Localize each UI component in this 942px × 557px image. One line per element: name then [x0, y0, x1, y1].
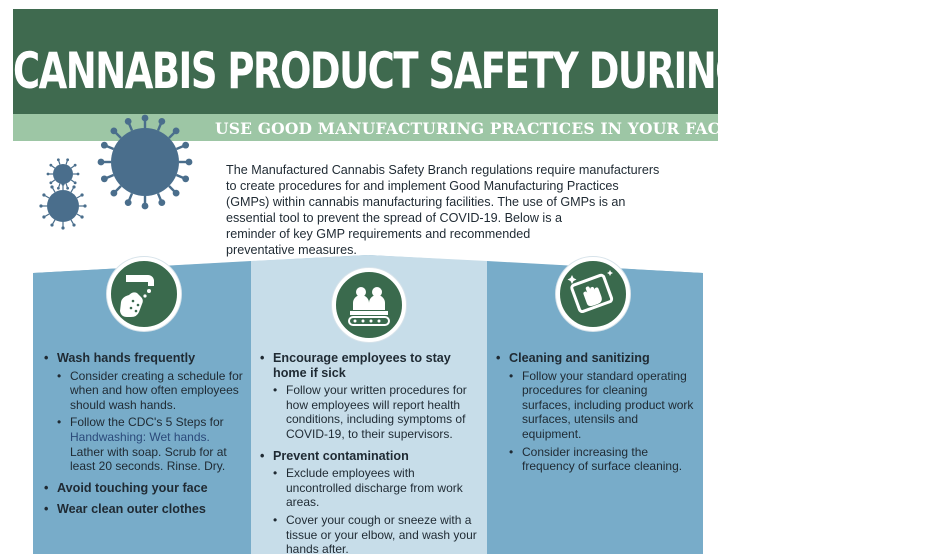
cleaning-list — [496, 351, 696, 474]
list-item: • Follow your standard operating procedures for cleaning surfaces, including product work surfaces, utensils and equipment. — [509, 369, 696, 442]
list-heading: • Wear clean outer clothes — [44, 502, 244, 517]
sick-employees-list — [260, 351, 480, 557]
list-heading: • Encourage employees to stay home if sick — [260, 351, 480, 380]
list-item: • Follow the CDC's 5 Steps for Handwashing: Wet hands. Lather with soap. Scrub for at least 20 seconds. Rinse. Dry. — [57, 415, 244, 473]
list-item: • Consider creating a schedule for when and how often employees should wash hands. — [57, 369, 244, 413]
list-heading: • Cleaning and sanitizing — [496, 351, 696, 366]
list-heading: • Wash hands frequently — [44, 351, 244, 366]
virus-icon — [20, 108, 220, 238]
page-subtitle: USE GOOD MANUFACTURING PRACTICES IN YOUR FACILITY — [215, 119, 770, 138]
handwashing-icon — [107, 257, 181, 331]
workers-conveyor-icon — [332, 268, 406, 342]
list-item: • Consider increasing the frequency of surface cleaning. — [509, 445, 696, 474]
list-heading: • Prevent contamination — [260, 449, 480, 464]
wiping-surface-icon — [556, 257, 630, 331]
intro-line: The Manufactured Cannabis Safety Branch regulations require manufacturers — [226, 163, 660, 177]
list-item: • Follow your written procedures for how employees will report health conditions, including symptoms of COVID-19, to their supervisors. — [273, 383, 480, 441]
intro-line: to create procedures for and implement Good Manufacturing Practices — [226, 178, 619, 193]
intro-paragraph — [226, 163, 696, 258]
list-item: • Exclude employees with uncontrolled discharge from work areas. — [273, 466, 480, 510]
intro-line: (GMPs) within cannabis manufacturing facilities. The use of GMPs is an — [226, 194, 626, 209]
list-heading: • Avoid touching your face — [44, 481, 244, 496]
handwashing-list — [44, 351, 244, 517]
intro-line: essential tool to prevent the spread of COVID-19. Below is a — [226, 210, 563, 225]
page-title: CANNABIS PRODUCT SAFETY DURING COVID-19 — [13, 42, 942, 101]
handwashing-link-text: Handwashing: Wet hands. — [70, 429, 210, 444]
list-item: • Cover your cough or sneeze with a tissue or your elbow, and wash your hands after. — [273, 513, 480, 557]
intro-line: reminder of key GMP requirements and recommended — [226, 226, 531, 241]
intro-line: preventative measures. — [226, 242, 357, 257]
